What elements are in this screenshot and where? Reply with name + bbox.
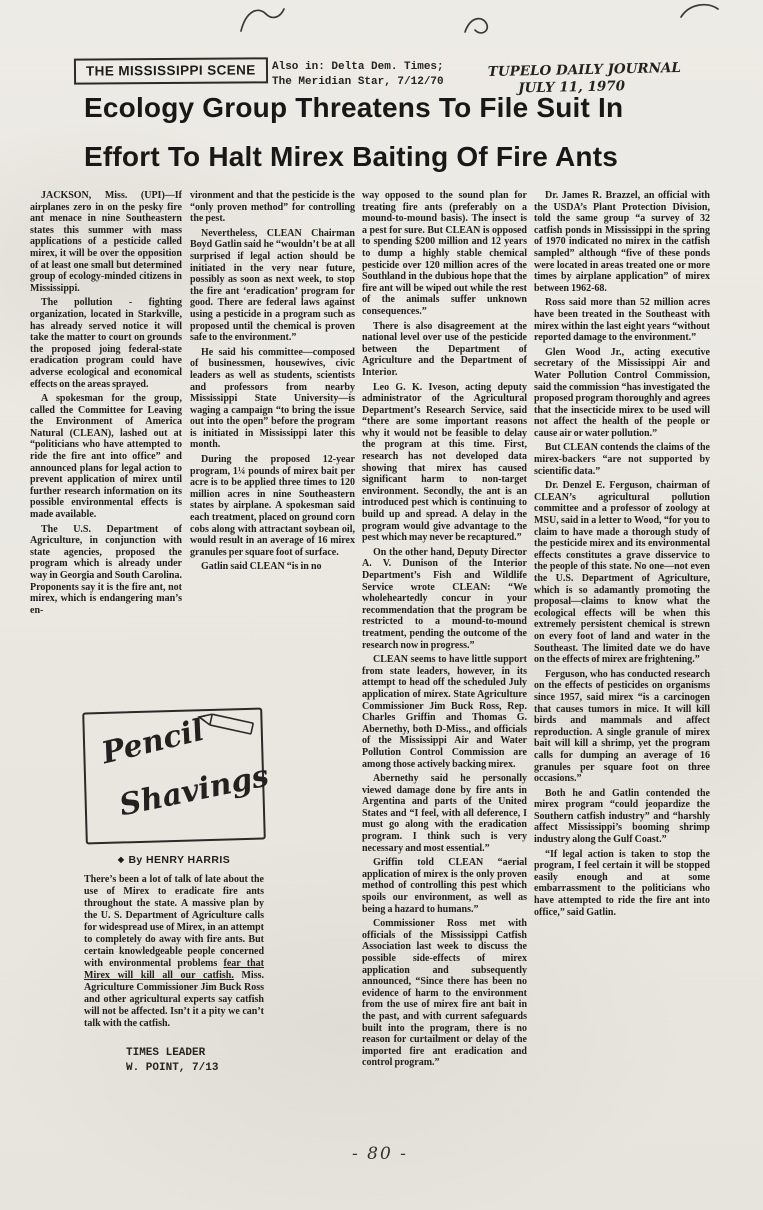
diamond-icon: ◆ — [117, 855, 125, 864]
paragraph: “If legal action is taken to stop the program, I feel certain it will be stopped easily enough and at some embarrassment to the politicians who have attempted to ride the fire ant into office,” said Gatlin. — [534, 848, 710, 918]
headline-line-2: Effort To Halt Mirex Baiting Of Fire Ants — [84, 141, 618, 172]
section-label-box — [74, 57, 268, 84]
paragraph: But CLEAN contends the claims of the mirex-backers “are not supported by scientific data.” — [534, 442, 710, 477]
paragraph: On the other hand, Deputy Director A. V. Dunison of the Interior Department’s Fish and Wildlife Service wrote CLEAN: “We wholeheartedly concur in your recommendation that the program be restricted to a mound-to-mound treatment, pending the outcome of the research now in progress.” — [362, 546, 527, 651]
paragraph: Ross said more than 52 million acres have been treated in the Southeast with mirex within the last eight years “without reported damage to the environment.” — [534, 297, 710, 344]
credit-line-2: W. POINT, 7/13 — [126, 1061, 219, 1074]
paragraph: JACKSON, Miss. (UPI)—If airplanes zero in on the pesky fire ant menace in nine Southeastern states this summer with mass applications of a pesticide called mirex, it will be over the opposition of at least one small but determined group of ecology-minded citizens in Mississippi. — [30, 190, 182, 294]
paragraph: Glen Wood Jr., acting executive secretary of the Mississippi Air and Water Pollution Control Commission, said the commission “has investigated the proposed program thoroughly and agrees that the insecticide mirex to be used will not affect the health of the people or cause air or water pollution.” — [534, 346, 710, 439]
paragraph: Abernethy said he personally viewed damage done by fire ants in Argentina and parts of the United States and “I feel, with all deference, I must go along with the eradication program. I think such is very necessary and most essential.” — [362, 773, 527, 854]
paragraph: Griffin told CLEAN “aerial application of mirex is the only proven method of controlling this pest which spoils our environment, as well as being a hazard to humans.” — [362, 857, 527, 915]
article-headline — [84, 92, 623, 173]
paragraph: Both he and Gatlin contended the mirex program “could jeopardize the Southern catfish industry” and “harshly affect Mississippi’s booming shrimp industry along the Gulf Coast.” — [534, 787, 710, 846]
paragraph: Ferguson, who has conducted research on the effects of pesticides on organisms since 1957, said mirex “is a carcinogen that causes tumors in mice. It will kill birds and mammals and affect reproduction. A single granule of mirex bait will kill a shrimp, yet the program calls for dumping an average of 16 granules per square foot on three occasions.” — [534, 668, 710, 785]
pencil-shavings-logo — [82, 708, 272, 845]
publication-name: TUPELO DAILY JOURNAL — [487, 59, 682, 81]
paragraph: The pollution - fighting organization, located in Starkville, has already served notice it will take the matter to court on grounds the proposed joing federal-state eradication program could have adverse ecological and economical effects on the areas sprayed. — [30, 297, 182, 390]
byline-text: By HENRY HARRIS — [128, 854, 231, 866]
also-in-line-1: Also in: Delta Dem. Times; — [272, 61, 444, 73]
paragraph: A spokesman for the group, called the Committee for Leaving the Environment of America Natural (CLEAN), lashed out at “politicians who have attempted to ride the fire ant into office” and announced plans for legal action to prevent application of mirex until further research information on its possible environmental effects is made available. — [30, 393, 182, 521]
byline — [84, 854, 264, 866]
headline-line-1: Ecology Group Threatens To File Suit In — [84, 92, 624, 123]
paragraph: Gatlin said CLEAN “is in no — [201, 561, 322, 573]
credit-line-1: TIMES LEADER — [126, 1047, 206, 1059]
publication-date: JULY 11, 1970 — [518, 78, 626, 97]
article-column-4 — [534, 190, 710, 1145]
paragraph: Nevertheless, CLEAN Chairman Boyd Gatlin said he “wouldn’t be at all surprised if legal action should be initiated in the very near future, possibly as soon as next week, to stop the fire ant ‘eradication’ program for good. There are federal laws against using a pesticide in a program such as proposed until the chemical is proven safe to the environment.” — [190, 227, 355, 344]
paragraph: CLEAN seems to have little support from state leaders, however, in its attempt to head off the scheduled July application of mirex. State Agriculture Commissioner Jim Buck Ross, Rep. Charles Griffin and Thomas G. Abernethy, both D-Miss., and officials of the Mississippi Air and Water Pollution Control Commission are among those actively backing mirex. — [362, 654, 527, 770]
paragraph: way opposed to the sound plan for treating fire ants (preferably on a mound-to-mound basis). The insect is a pest for sure. But CLEAN is opposed to spending $200 million and 12 years to dump a highly stable chemical pesticide over 120 million acres of the Southland in the dubious hope that the fire ant will be wiped out while the rest of the animals suffer unknown consequences.” — [362, 190, 527, 317]
paragraph: During the proposed 12-year program, 1¼ pounds of mirex bait per acre is to be applied three times to 120 million acres in nine Southeastern states by airplane. A spokesman said each treatment, placed on ground corn cobs along with attractant soybean oil, would result in an average of 16 mirex granules per square foot of surface. — [190, 454, 355, 558]
article-column-2 — [190, 190, 355, 672]
also-in-line-2: The Meridian Star, 7/12/70 — [272, 75, 444, 88]
logo-text-shavings: Shavings — [116, 758, 272, 824]
paragraph: Commissioner Ross met with officials of the Mississippi Catfish Association last week to discuss the possible side-effects of mirex application and subsequently announced, “Since there has been no evidence of harm to the environment from the use of mirex fire ant bait in the past, and with current safeguards built into the program, there is no reason for curtailment or delay of the imported fire ant eradication and control program.” — [362, 918, 527, 1069]
pencil-shavings-column — [84, 710, 272, 1076]
body-text-end: Miss. Agriculture Commissioner Jim Buck Ross and other agricultural experts say catfish will not be affected. Isn’t it a pity we can’t talk with the catfish. — [84, 970, 264, 1029]
pen-squiggle-icon — [678, 0, 722, 20]
article-column-1 — [30, 190, 182, 672]
paragraph: Leo G. K. Iveson, acting deputy administrator of the Agricultural Department’s Research Service, said “there are some important reasons why it would not be feasible to delay the program at this time. First, research has not developed data showing that mirex has caused significant harm to non-target environment. Secondly, the ant is an introduced pest which is continuing to build up and spread. A delay in the program would give advantage to the pest which may never be recaptured.” — [362, 381, 527, 544]
paragraph: vironment and that the pesticide is the “only proven method” for controlling the pest. — [190, 190, 355, 225]
logo-text-pencil: Pencil — [98, 712, 208, 772]
paragraph: Dr. Denzel E. Ferguson, chairman of CLEAN’s agricultural pollution committee and a professor of zoology at MSU, said in a letter to Wood, “for you to claim to have made a thorough study of the pesticide mirex and its environmental effects constitutes a grave disservice to the people of this state. No one—not even the U.S. Department of Agriculture, which is so adamantly promoting the proposal—claims to know what the ecological effects will be when this extremely persistent chemical is strewn on every foot of land and water in the Southeast. The limited date we do have on the effects of mirex are frightening.” — [534, 480, 710, 666]
credit-note — [84, 1046, 264, 1076]
pencil-shavings-body — [84, 874, 264, 1030]
also-in-note — [272, 60, 444, 90]
paragraph: He said his committee—composed of businessmen, housewives, civic leaders as well as students, scientists and professors from nearby Mississippi State University—is waging a campaign “to bring the issue out into the open” before the program is initiated in Mississippi later this month. — [190, 346, 355, 451]
paragraph: The U.S. Department of Agriculture, in conjunction with state agencies, proposed the program which is already under way in Georgia and South Carolina. Proponents say it is the fire ant, not mirex, which is endangering man’s en- — [30, 523, 182, 616]
article-column-3 — [362, 190, 527, 1145]
paragraph: Dr. James R. Brazzel, an official with the USDA’s Plant Protection Division, told the same group “a survey of 32 catfish ponds in Mississippi in the spring of 1970 indicated no mirex in the catfish sampled” although “five of these ponds were located in areas treated one or more times by airplane application” of mirex between 1962-68. — [534, 190, 710, 294]
paragraph: There is also disagreement at the national level over use of the pesticide between the Department of Agriculture and the Department of Interior. — [362, 320, 527, 378]
section-label: THE MISSISSIPPI SCENE — [85, 62, 256, 79]
pen-squiggle-icon — [238, 4, 290, 34]
body-text-underlined: fear that Mirex will kill all our catfish. — [84, 958, 264, 981]
body-text-start: There’s been a lot of talk of late about the use of Mirex to eradicate fire ants throughout the state. A massive plan by the U. S. Department of Agriculture calls for widespread use of Mirex, in an attempt to completely do away with fire ants. But certain knowledgeable people concerned with environmental problems — [84, 874, 264, 969]
page-number: - 80 - — [352, 1144, 408, 1164]
pen-squiggle-icon — [462, 12, 496, 38]
